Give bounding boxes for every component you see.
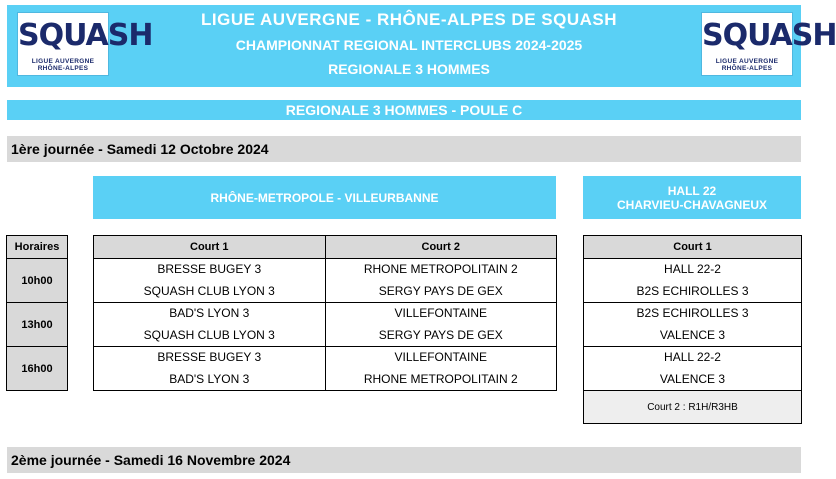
horaires-header: Horaires: [7, 236, 68, 259]
venue-1-name: RHÔNE-METROPOLE - VILLEURBANNE: [210, 190, 439, 205]
team-home: BRESSE BUGEY 3: [157, 262, 262, 276]
team-home: VILLEFONTAINE: [394, 350, 487, 364]
match-cell: [94, 303, 326, 347]
league-title: LIGUE AUVERGNE - RHÔNE-ALPES DE SQUASH: [200, 10, 618, 29]
team-away: VALENCE 3: [659, 327, 726, 342]
championship-title: CHAMPIONNAT REGIONAL INTERCLUBS 2024-2025: [235, 37, 583, 53]
table-row: [94, 303, 557, 347]
header-banner: [7, 5, 836, 87]
court-2-header: Court 2: [325, 236, 557, 259]
venue-1-header: [93, 176, 556, 219]
team-away: SQUASH CLUB LYON 3: [143, 283, 275, 298]
court-1-header: Court 1: [94, 236, 326, 259]
team-away: B2S ECHIROLLES 3: [636, 283, 749, 298]
team-home: B2S ECHIROLLES 3: [636, 306, 749, 320]
table-row: [94, 259, 557, 303]
logo-wordmark: SQUASH: [18, 18, 153, 53]
team-away: SQUASH CLUB LYON 3: [143, 327, 275, 342]
journee-1-header: 1ère journée - Samedi 12 Octobre 2024: [7, 136, 801, 162]
venue-2-header: [583, 176, 801, 219]
time-slot: 10h00: [7, 259, 68, 303]
table-row: [94, 347, 557, 391]
team-away: BAD'S LYON 3: [169, 371, 250, 386]
league-logo-right: [701, 12, 836, 76]
division-title: REGIONALE 3 HOMMES: [328, 61, 490, 77]
table-row: [584, 303, 802, 347]
team-home: BAD'S LYON 3: [169, 306, 250, 320]
team-home: VILLEFONTAINE: [394, 306, 487, 320]
team-home: HALL 22-2: [664, 262, 721, 276]
team-away: SERGY PAYS DE GEX: [378, 327, 503, 342]
table-row: [584, 347, 802, 391]
venue-2-name-line1: HALL 22: [667, 183, 717, 198]
team-home: RHONE METROPOLITAIN 2: [363, 262, 518, 276]
horaires-table: [6, 235, 68, 391]
time-slot: 13h00: [7, 303, 68, 347]
match-cell: [94, 347, 326, 391]
match-cell: [325, 259, 557, 303]
logo-subtitle: LIGUE AUVERGNE RHÔNE-ALPES: [715, 58, 779, 72]
venue-2-name-line2: CHARVIEU-CHAVAGNEUX: [616, 197, 767, 212]
match-cell: [584, 347, 802, 391]
court-2-note: Court 2 : R1H/R3HB: [584, 391, 802, 424]
team-away: VALENCE 3: [659, 371, 726, 386]
team-away: SERGY PAYS DE GEX: [378, 283, 503, 298]
poule-title: REGIONALE 3 HOMMES - POULE C: [7, 100, 801, 120]
logo-wordmark: SQUASH: [702, 18, 836, 53]
match-cell: [94, 259, 326, 303]
venue-1-schedule: [93, 235, 557, 391]
court-1-header: Court 1: [584, 236, 802, 259]
table-row: [584, 259, 802, 303]
team-away: RHONE METROPOLITAIN 2: [363, 371, 518, 386]
league-logo-left: [17, 12, 153, 76]
time-slot: 16h00: [7, 347, 68, 391]
logo-subtitle: LIGUE AUVERGNE RHÔNE-ALPES: [31, 58, 95, 72]
team-home: BRESSE BUGEY 3: [157, 350, 262, 364]
match-cell: [584, 259, 802, 303]
match-cell: [325, 303, 557, 347]
venue-2-schedule: [583, 235, 802, 424]
team-home: HALL 22-2: [664, 350, 721, 364]
journee-2-header: 2ème journée - Samedi 16 Novembre 2024: [7, 447, 801, 473]
match-cell: [325, 347, 557, 391]
match-cell: [584, 303, 802, 347]
